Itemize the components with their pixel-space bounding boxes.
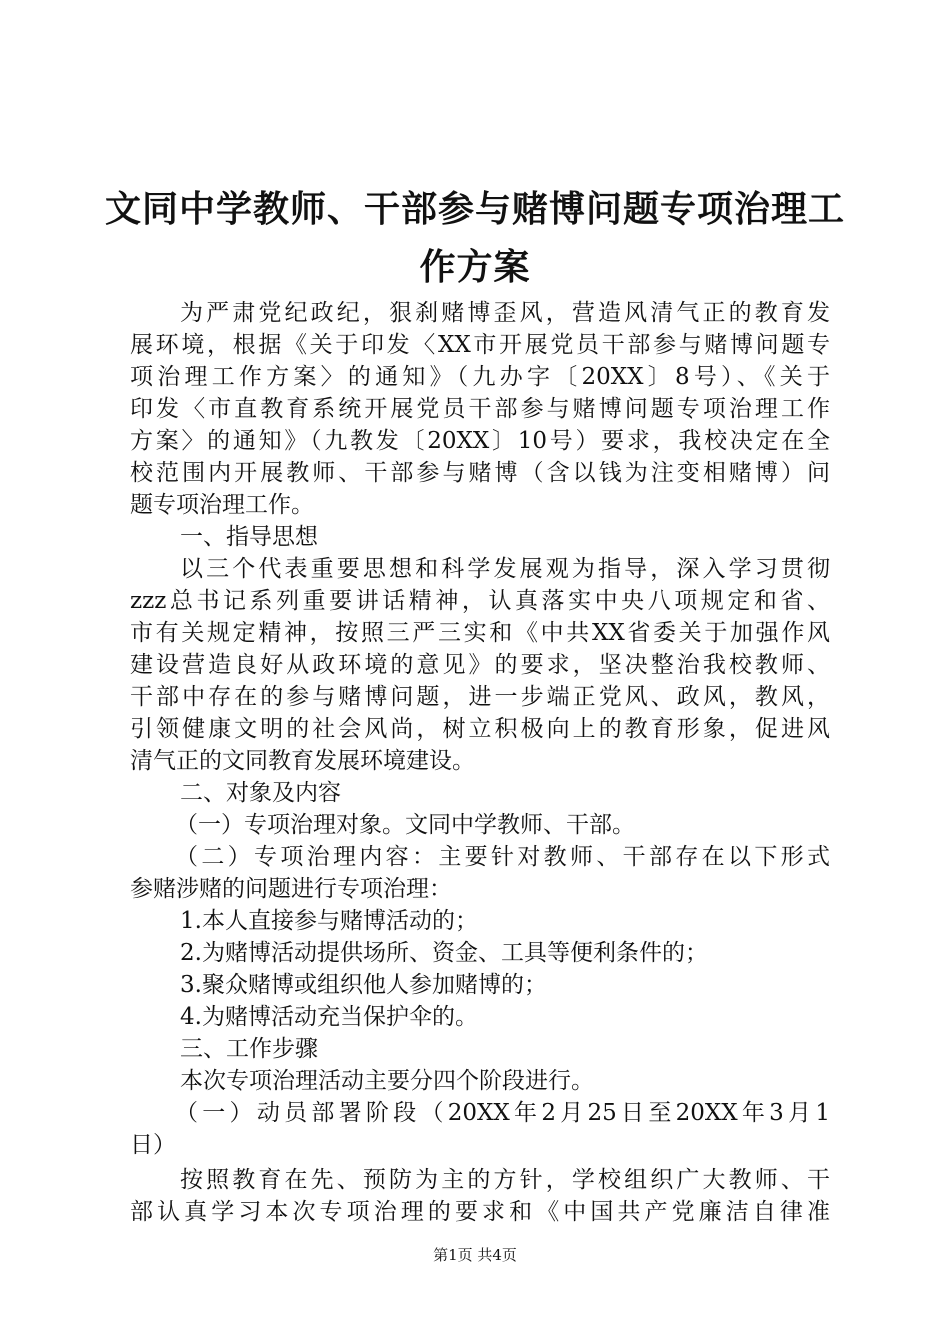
paragraph-line: 校范围内开展教师、干部参与赌博（含以钱为注变相赌博）问: [130, 460, 830, 486]
paragraph-line: 参赌涉赌的问题进行专项治理：: [130, 876, 452, 902]
paragraph-line: （一）专项治理对象。文同中学教师、干部。: [175, 812, 635, 838]
list-item: 1.本人直接参与赌博活动的；: [180, 908, 478, 934]
page-footer: 第1页 共4页: [433, 1246, 517, 1264]
list-item: 4.为赌博活动充当保护伞的。: [180, 1004, 478, 1030]
paragraph-line: 本次专项治理活动主要分四个阶段进行。: [180, 1068, 594, 1094]
paragraph-line: 为严肃党纪政纪，狠刹赌博歪风，营造风清气正的教育发: [180, 300, 830, 326]
paragraph-line: 清气正的文同教育发展环境建设。: [130, 748, 475, 774]
paragraph-line: zzz总书记系列重要讲话精神，认真落实中央八项规定和省、: [130, 588, 830, 614]
paragraph-line: （一）动员部署阶段（20XX年2月25日至20XX年3月1: [175, 1100, 830, 1126]
document-title-line-2: 作方案: [419, 247, 531, 288]
paragraph-line: 题专项治理工作。: [130, 492, 314, 518]
paragraph-line: 展环境，根据《关于印发〈XX市开展党员干部参与赌博问题专: [130, 332, 830, 358]
paragraph-line: 日）: [130, 1132, 176, 1158]
paragraph-line: 部认真学习本次专项治理的要求和《中国共产党廉洁自律准: [130, 1199, 830, 1225]
section-heading: 二、对象及内容: [180, 780, 341, 806]
paragraph-line: 引领健康文明的社会风尚，树立积极向上的教育形象，促进风: [130, 716, 830, 742]
paragraph-line: 建设营造良好从政环境的意见》的要求，坚决整治我校教师、: [130, 652, 830, 678]
paragraph-line: 印发〈市直教育系统开展党员干部参与赌博问题专项治理工作: [130, 396, 830, 422]
document-title-line-1: 文同中学教师、干部参与赌博问题专项治理工: [104, 189, 845, 230]
document-body: [130, 297, 830, 1228]
section-heading: 三、工作步骤: [180, 1036, 318, 1062]
paragraph-line: 项治理工作方案〉的通知》（九办字〔20XX〕8号）、《关于: [130, 364, 830, 390]
paragraph-line: 按照教育在先、预防为主的方针，学校组织广大教师、干: [180, 1167, 830, 1193]
list-item: 2.为赌博活动提供场所、资金、工具等便利条件的；: [180, 940, 708, 966]
paragraph-line: （二）专项治理内容：主要针对教师、干部存在以下形式: [175, 844, 830, 870]
list-item: 3.聚众赌博或组织他人参加赌博的；: [180, 972, 547, 998]
section-heading: 一、指导思想: [180, 524, 318, 550]
paragraph-line: 干部中存在的参与赌博问题，进一步端正党风、政风，教风，: [130, 684, 830, 710]
paragraph-line: 以三个代表重要思想和科学发展观为指导，深入学习贯彻: [180, 556, 830, 582]
paragraph-line: 市有关规定精神，按照三严三实和《中共XX省委关于加强作风: [130, 620, 830, 646]
paragraph-line: 方案〉的通知》（九教发〔20XX〕10号）要求，我校决定在全: [130, 428, 830, 454]
